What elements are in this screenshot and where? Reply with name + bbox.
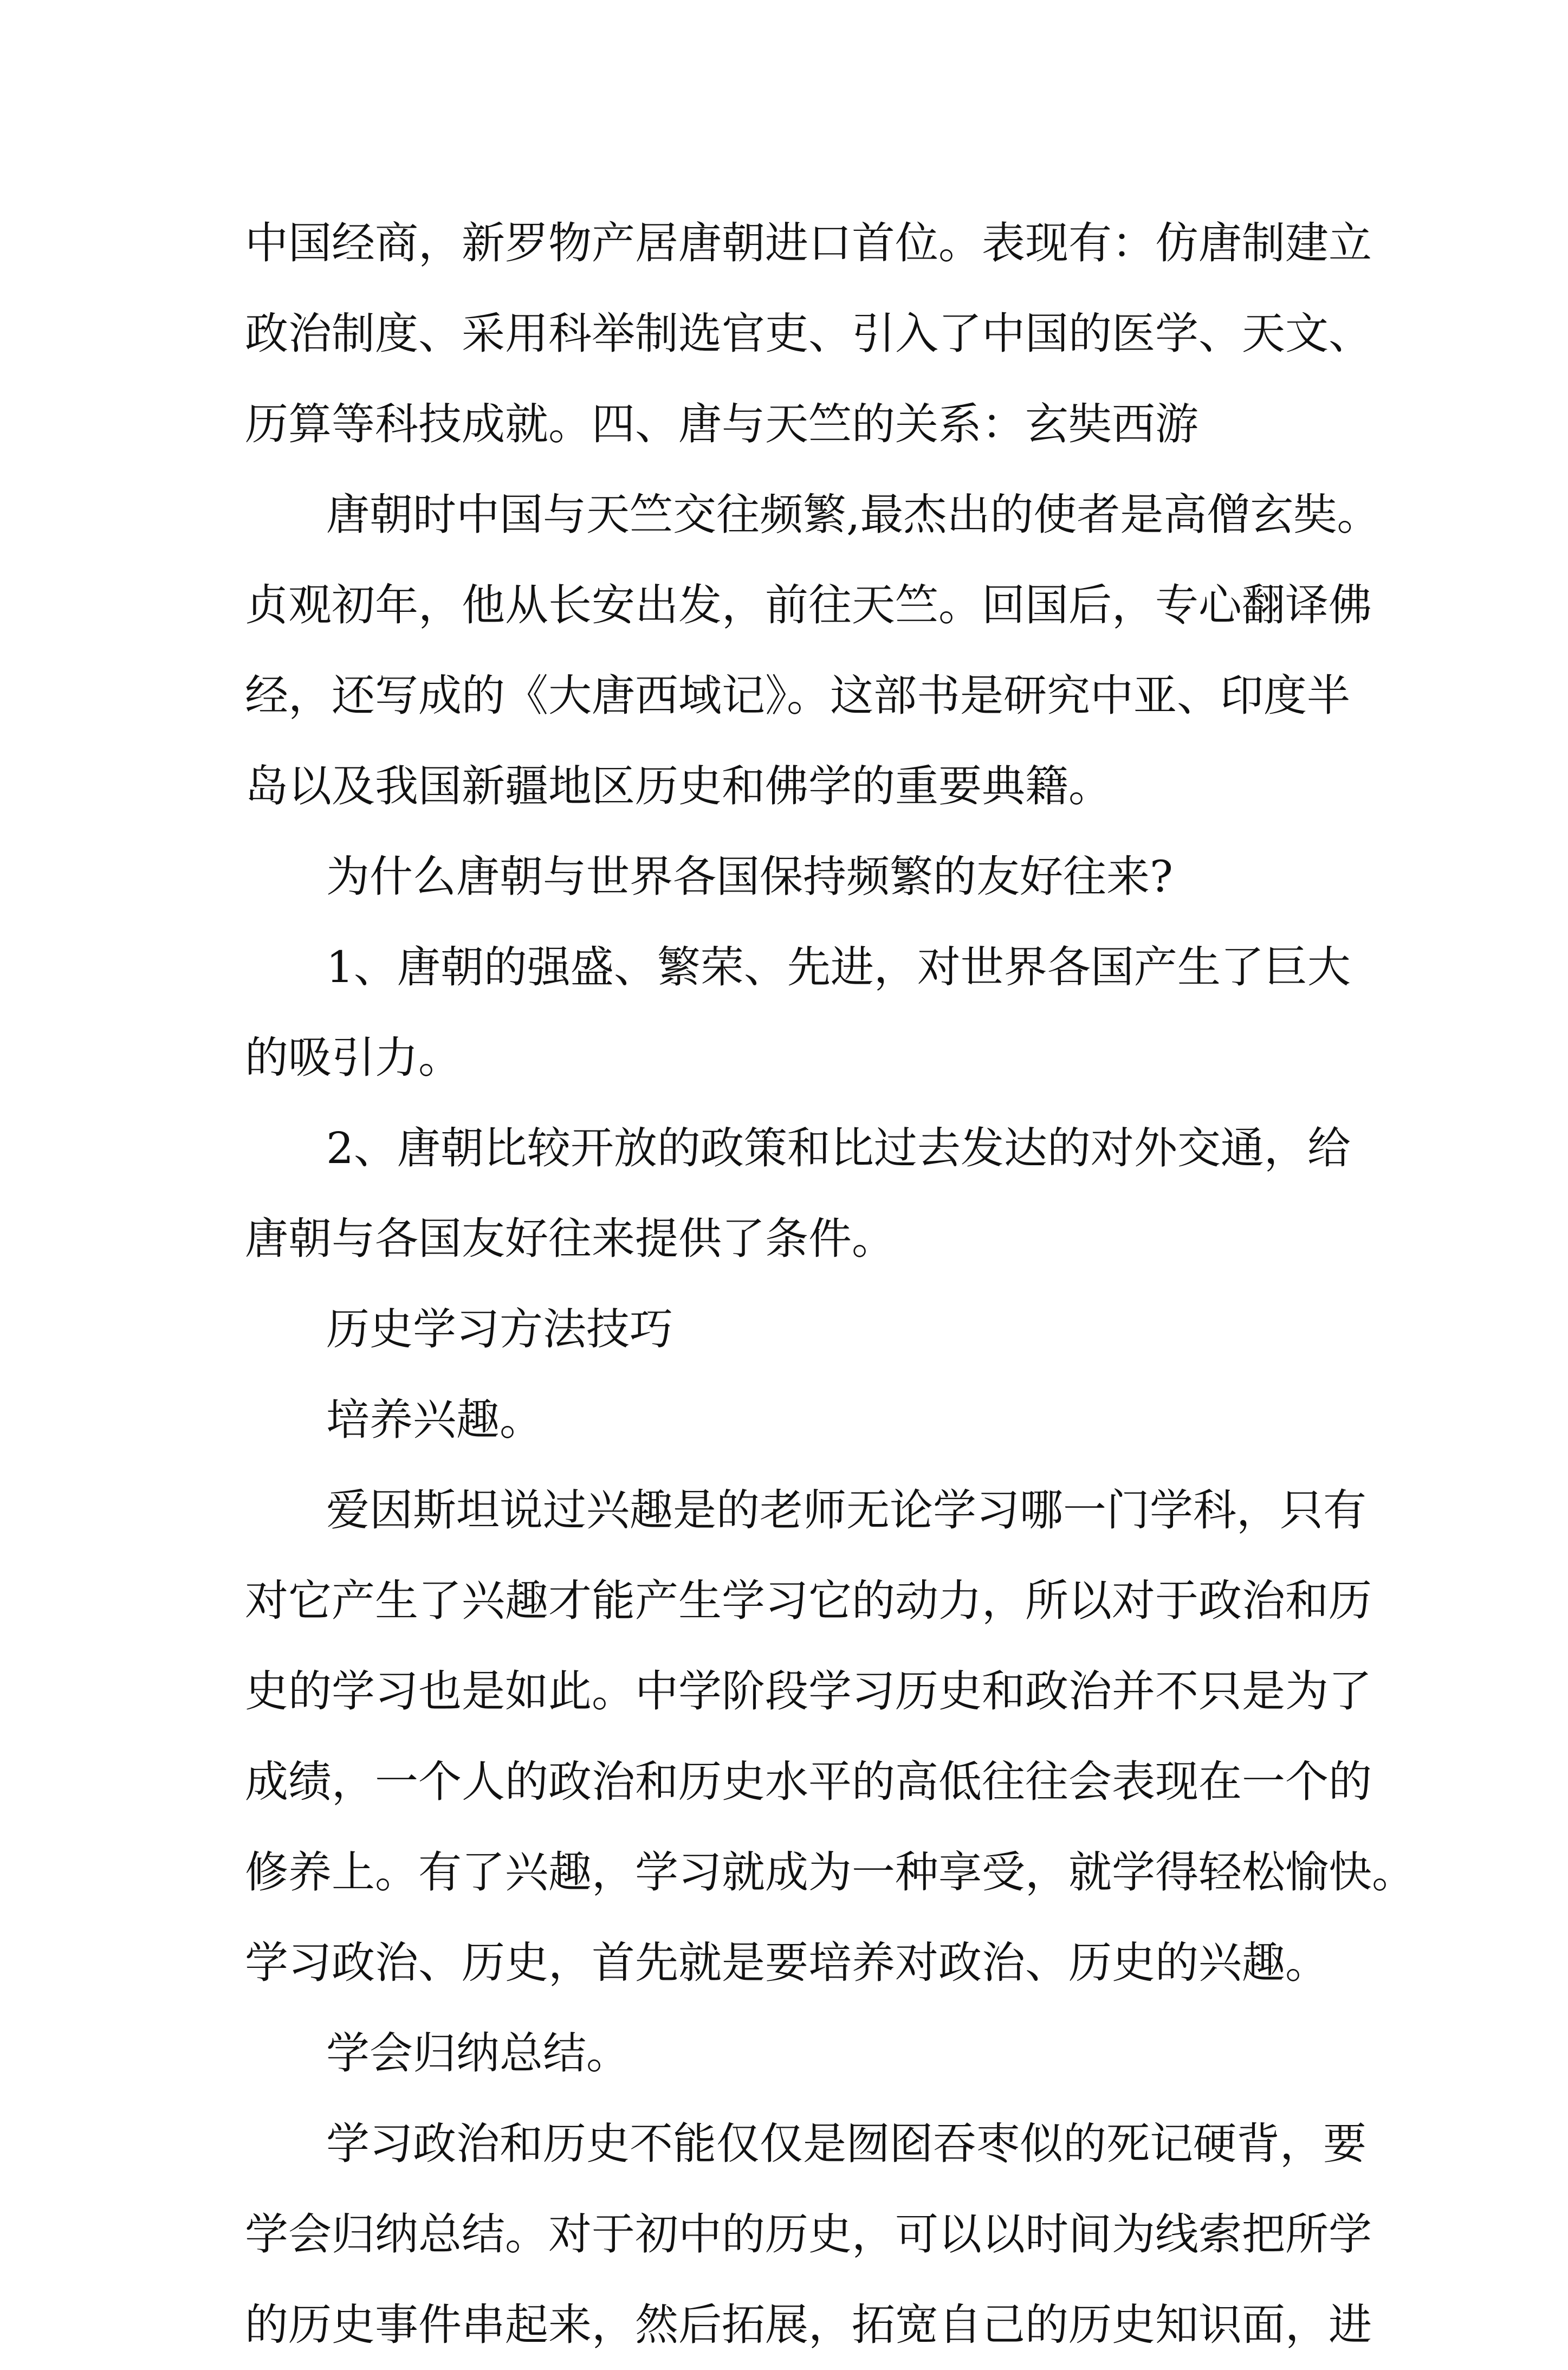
text-line: 史的学习也是如此。中学阶段学习历史和政治并不只是为了 [245, 1666, 1372, 1716]
text-line: 学会归纳总结。对于初中的历史，可以以时间为线索把所学 [245, 2209, 1372, 2259]
paragraph-start-line: 学习政治和历史不能仅仅是囫囵吞枣似的死记硬背，要 [326, 2119, 1366, 2169]
text-line: 学习政治、历史，首先就是要培养对政治、历史的兴趣。 [245, 1938, 1329, 1988]
text-line: 修养上。有了兴趣，学习就成为一种享受，就学得轻松愉快。 [245, 1847, 1415, 1897]
section-heading: 历史学习方法技巧 [326, 1304, 673, 1354]
text-line: 唐朝与各国友好往来提供了条件。 [245, 1213, 895, 1264]
text-line: 成绩，一个人的政治和历史水平的高低往往会表现在一个的 [245, 1756, 1372, 1807]
text-line: 历算等科技成就。四、唐与天竺的关系：玄奘西游 [245, 399, 1198, 449]
text-line: 的历史事件串起来，然后拓展，拓宽自己的历史知识面，进 [245, 2300, 1372, 2350]
question-line: 为什么唐朝与世界各国保持频繁的友好往来? [326, 851, 1173, 902]
text-line: 岛以及我国新疆地区历史和佛学的重要典籍。 [245, 761, 1112, 811]
subheading-summary: 学会归纳总结。 [326, 2028, 630, 2078]
text-line: 政治制度、采用科举制选官吏、引入了中国的医学、天文、 [245, 308, 1372, 359]
text-line: 贞观初年，他从长安出发，前往天竺。回国后，专心翻译佛 [245, 580, 1372, 630]
text-line: 中国经商，新罗物产居唐朝进口首位。表现有：仿唐制建立 [245, 218, 1372, 268]
list-item-1-line: 1、唐朝的强盛、繁荣、先进，对世界各国产生了巨大 [326, 942, 1351, 992]
text-line: 的吸引力。 [245, 1032, 462, 1083]
document-body [245, 198, 1415, 2370]
text-line: 对它产生了兴趣才能产生学习它的动力，所以对于政治和历 [245, 1575, 1372, 1626]
paragraph-start-line: 唐朝时中国与天竺交往频繁,最杰出的使者是高僧玄奘。 [326, 489, 1381, 540]
list-item-2-line: 2、唐朝比较开放的政策和比过去发达的对外交通，给 [326, 1123, 1351, 1173]
text-line: 经，还写成的《大唐西域记》。这部书是研究中亚、印度半 [245, 670, 1350, 721]
subheading-interest: 培养兴趣。 [326, 1394, 543, 1445]
paragraph-start-line: 爱因斯坦说过兴趣是的老师无论学习哪一门学科，只有 [326, 1485, 1366, 1535]
